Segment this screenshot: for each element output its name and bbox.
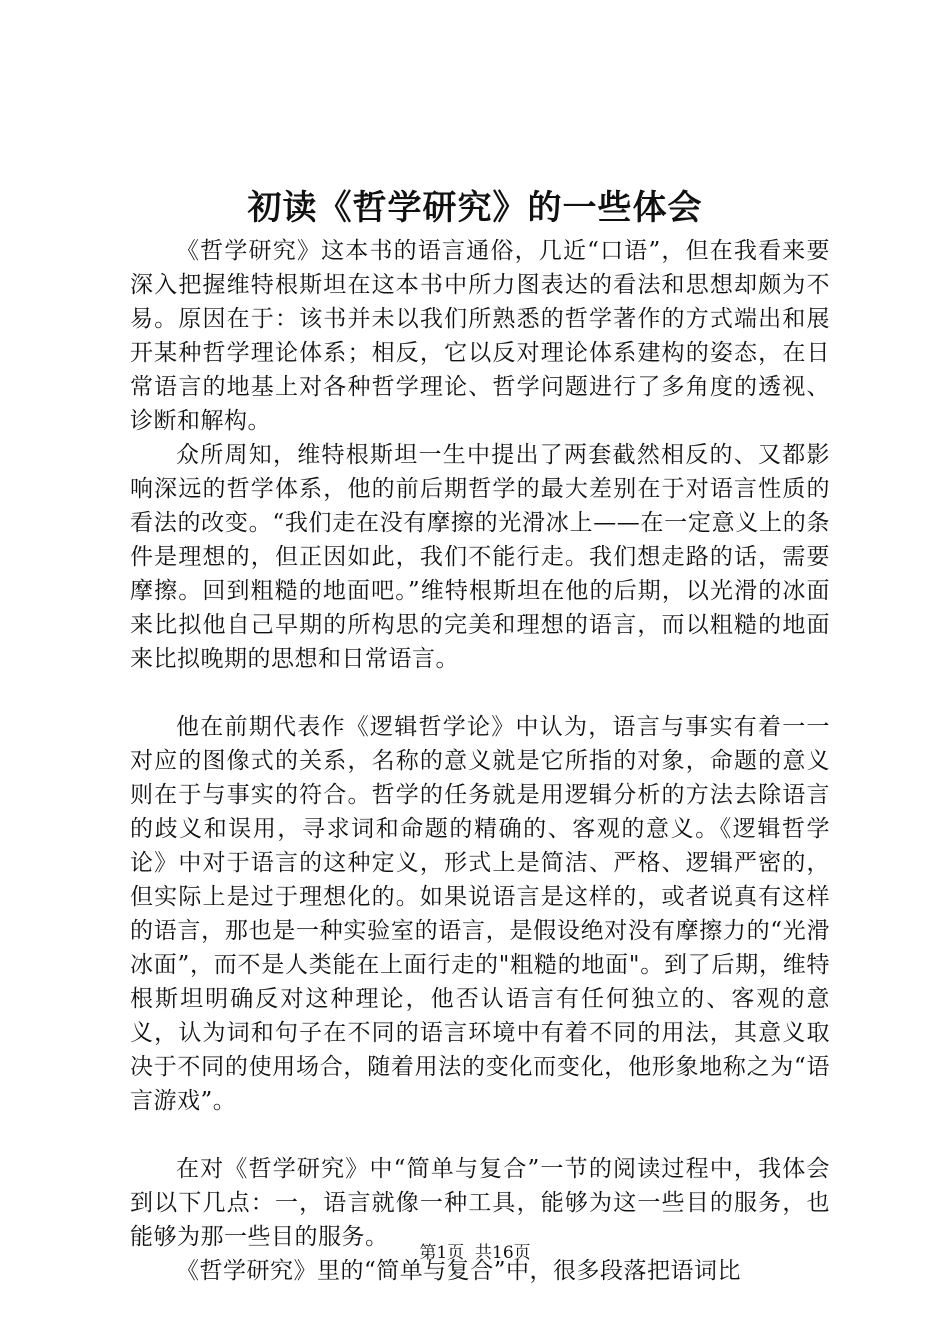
page-number: 第1页 [419, 1243, 465, 1263]
document-title: 初读《哲学研究》的一些体会 [247, 188, 703, 228]
paragraph: 他在前期代表作《逻辑哲学论》中认为，语言与事实有着一一对应的图像式的关系，名称的意义就是它所指的对象，命题的意义则在于与事实的符合。哲学的任务就是用逻辑分析的方法去除语言的歧义和误用，寻求词和命题的精确的、客观的意义。《逻辑哲学论》中对于语言的这种定义，形式上是简洁、严格、逻辑严密的，但实际上是过于理想化的。如果说语言是这样的，或者说真有这样的语言，那也是一种实验室的语言，是假设绝对没有摩擦力的“光滑冰面”，而不是人类能在上面行走的"粗糙的地面"。到了后期，维特根斯坦明确反对这种理论，他否认语言有任何独立的、客观的意义，认为词和句子在不同的语言环境中有着不同的用法，其意义取决于不同的使用场合，随着用法的变化而变化，他形象地称之为“语言游戏”。 [130, 714, 830, 1114]
paragraph: 《哲学研究》这本书的语言通俗，几近“口语”，但在我看来要深入把握维特根斯坦在这本书中所力图表达的看法和思想却颇为不易。原因在于：该书并未以我们所熟悉的哲学著作的方式端出和展开某种哲学理论体系；相反，它以反对理论体系建构的姿态，在日常语言的地基上对各种哲学理论、哲学问题进行了多角度的透视、诊断和解构。 [130, 238, 830, 434]
paragraph: 在对《哲学研究》中“简单与复合”一节的阅读过程中，我体会到以下几点：一，语言就像一种工具，能够为这一些目的服务，也能够为那一些目的服务。 [130, 1156, 830, 1250]
paragraph: 《哲学研究》里的“简单与复合”中，很多段落把语词比 [176, 1258, 742, 1284]
footer-separator [464, 1243, 475, 1263]
document-body [130, 234, 830, 1288]
page-total: 共16页 [475, 1243, 531, 1263]
paragraph-gap [130, 1118, 830, 1152]
paragraph: 众所周知，维特根斯坦一生中提出了两套截然相反的、又都影响深远的哲学体系，他的前后期哲学的最大差别在于对语言性质的看法的改变。“我们走在没有摩擦的光滑冰上——在一定意义上的条件是理想的，但正因如此，我们不能行走。我们想走路的话，需要摩擦。回到粗糙的地面吧。”维特根斯坦在他的后期，以光滑的冰面来比拟他自己早期的所构思的完美和理想的语言，而以粗糙的地面来比拟晚期的思想和日常语言。 [130, 442, 830, 672]
paragraph-gap [130, 676, 830, 710]
page-footer [0, 1241, 950, 1265]
